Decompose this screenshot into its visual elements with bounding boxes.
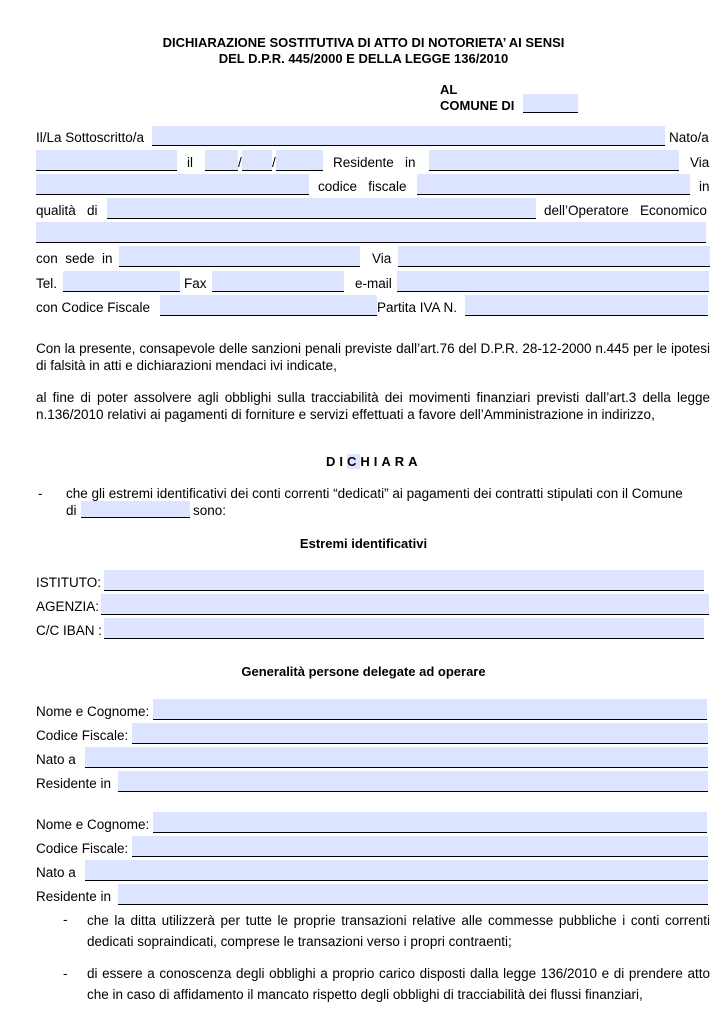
person1-res-label: Residente in [36, 776, 112, 791]
di-label: di [66, 503, 77, 518]
via-label: Via [690, 155, 710, 170]
iban-field[interactable] [104, 618, 704, 639]
bullet-dash: - [63, 912, 68, 927]
anno-field[interactable] [276, 150, 323, 171]
sottoscritto-field[interactable] [152, 126, 665, 146]
iban-label: C/C IBAN : [36, 623, 103, 638]
cf-impresa-field[interactable] [160, 295, 377, 316]
dichiara-part-a: DI [326, 454, 347, 469]
person1-nato-field[interactable] [85, 747, 708, 768]
residente-label: Residente in [333, 155, 416, 170]
sede-label: con sede in [36, 251, 113, 266]
delegati-heading: Generalità persone delegate ad operare [241, 664, 486, 679]
person2-cf-label: Codice Fiscale: [36, 841, 129, 856]
person1-res-field[interactable] [118, 771, 708, 792]
tel-field[interactable] [63, 271, 180, 292]
via-field[interactable] [36, 174, 309, 195]
fax-label: Fax [184, 276, 207, 291]
in-label: in [699, 179, 710, 194]
document-title-line1: DICHIARAZIONE SOSTITUTIVA DI ATTO DI NOTORIETA’ AI SENSI [162, 35, 565, 50]
email-label: e-mail [355, 276, 392, 291]
fax-field[interactable] [212, 271, 344, 292]
person2-res-label: Residente in [36, 889, 112, 904]
person2-nato-label: Nato a [36, 865, 76, 880]
addressee-comune: COMUNE DI [440, 98, 515, 113]
person1-nome-field[interactable] [153, 699, 707, 720]
qualita-field[interactable] [107, 198, 536, 219]
residente-field[interactable] [429, 150, 679, 171]
bullet-obblighi: di essere a conoscenza degli obblighi a proprio carico disposti dalla legge 136/2010 e di prendere atto che in caso di affidamento il mancato rispetto degli obblighi di tracciabilità dei flussi finanziari, [87, 966, 710, 1002]
luogo-nascita-field[interactable] [36, 150, 177, 171]
bullet-dash: - [63, 966, 68, 981]
person2-res-field[interactable] [118, 884, 708, 905]
slash-2: / [272, 155, 276, 170]
person2-nome-label: Nome e Cognome: [36, 817, 150, 832]
person1-cf-label: Codice Fiscale: [36, 728, 129, 743]
codice-fiscale-field[interactable] [417, 174, 690, 195]
email-field[interactable] [397, 271, 709, 292]
operatore-field[interactable] [36, 222, 706, 243]
dichiara-highlighted-letter: C [347, 454, 361, 469]
codice-fiscale-label: codice fiscale [318, 179, 407, 194]
qualita-label: qualità di [36, 203, 98, 218]
istituto-field[interactable] [104, 570, 704, 591]
paragraph-consapevole: Con la presente, consapevole delle sanzioni penali previste dall’art.76 del D.P.R. 28-12-2000 n.445 per le ipotesi di falsità in atti e dichiarazioni mendaci ivi indicate, [36, 341, 710, 373]
sede-field[interactable] [119, 246, 360, 267]
istituto-label: ISTITUTO: [36, 575, 102, 590]
comune-dedicati-field[interactable] [81, 501, 190, 518]
person2-nato-field[interactable] [85, 860, 708, 881]
person1-cf-field[interactable] [132, 723, 708, 744]
partita-iva-label: Partita IVA N. [377, 300, 458, 315]
sono-label: sono: [193, 503, 227, 518]
cf-impresa-label: con Codice Fiscale [36, 300, 151, 315]
mese-field[interactable] [242, 150, 272, 171]
person2-cf-field[interactable] [132, 836, 708, 857]
bullet-dash: - [38, 486, 43, 501]
estremi-heading: Estremi identificativi [299, 536, 428, 551]
slash-1: / [238, 155, 242, 170]
sede-via-field[interactable] [398, 246, 710, 267]
dichiara-part-c: HIARA [360, 454, 422, 469]
il-label: il [187, 155, 193, 170]
agenzia-field[interactable] [101, 594, 709, 615]
bullet-conti-dedicati: che la ditta utilizzerà per tutte le proprie transazioni relative alle commesse pubbliche i conti correnti dedicati sopraindicati, comprese le transazioni verso i propri contraenti; [87, 913, 710, 949]
sottoscritto-label: Il/La Sottoscritto/a [36, 130, 145, 145]
addressee-al: AL [440, 82, 458, 97]
agenzia-label: AGENZIA: [36, 599, 100, 614]
document-title-line2: DEL D.P.R. 445/2000 E DELLA LEGGE 136/2010 [218, 51, 509, 66]
paragraph-tracciabilita: al fine di poter assolvere agli obblighi sulla tracciabilità dei movimenti finanziari previsti dall’art.3 della legge n.136/2010 relativi ai pagamenti di forniture e servizi effettuati a favore dell’Amministrazione in indirizzo, [36, 390, 710, 422]
operatore-label: dell’Operatore Economico [544, 203, 707, 218]
comune-di-field[interactable] [523, 94, 578, 113]
bullet-conti-text: che gli estremi identificativi dei conti correnti “dedicati” ai pagamenti dei contratti stipulati con il Comune [66, 486, 683, 501]
sede-via-label: Via [372, 251, 392, 266]
nato-label: Nato/a [669, 130, 709, 145]
person2-nome-field[interactable] [153, 812, 707, 833]
giorno-field[interactable] [205, 150, 238, 171]
dichiara-heading [326, 454, 422, 470]
tel-label: Tel. [36, 276, 58, 291]
partita-iva-field[interactable] [465, 295, 708, 316]
person1-nato-label: Nato a [36, 752, 76, 767]
person1-nome-label: Nome e Cognome: [36, 704, 150, 719]
